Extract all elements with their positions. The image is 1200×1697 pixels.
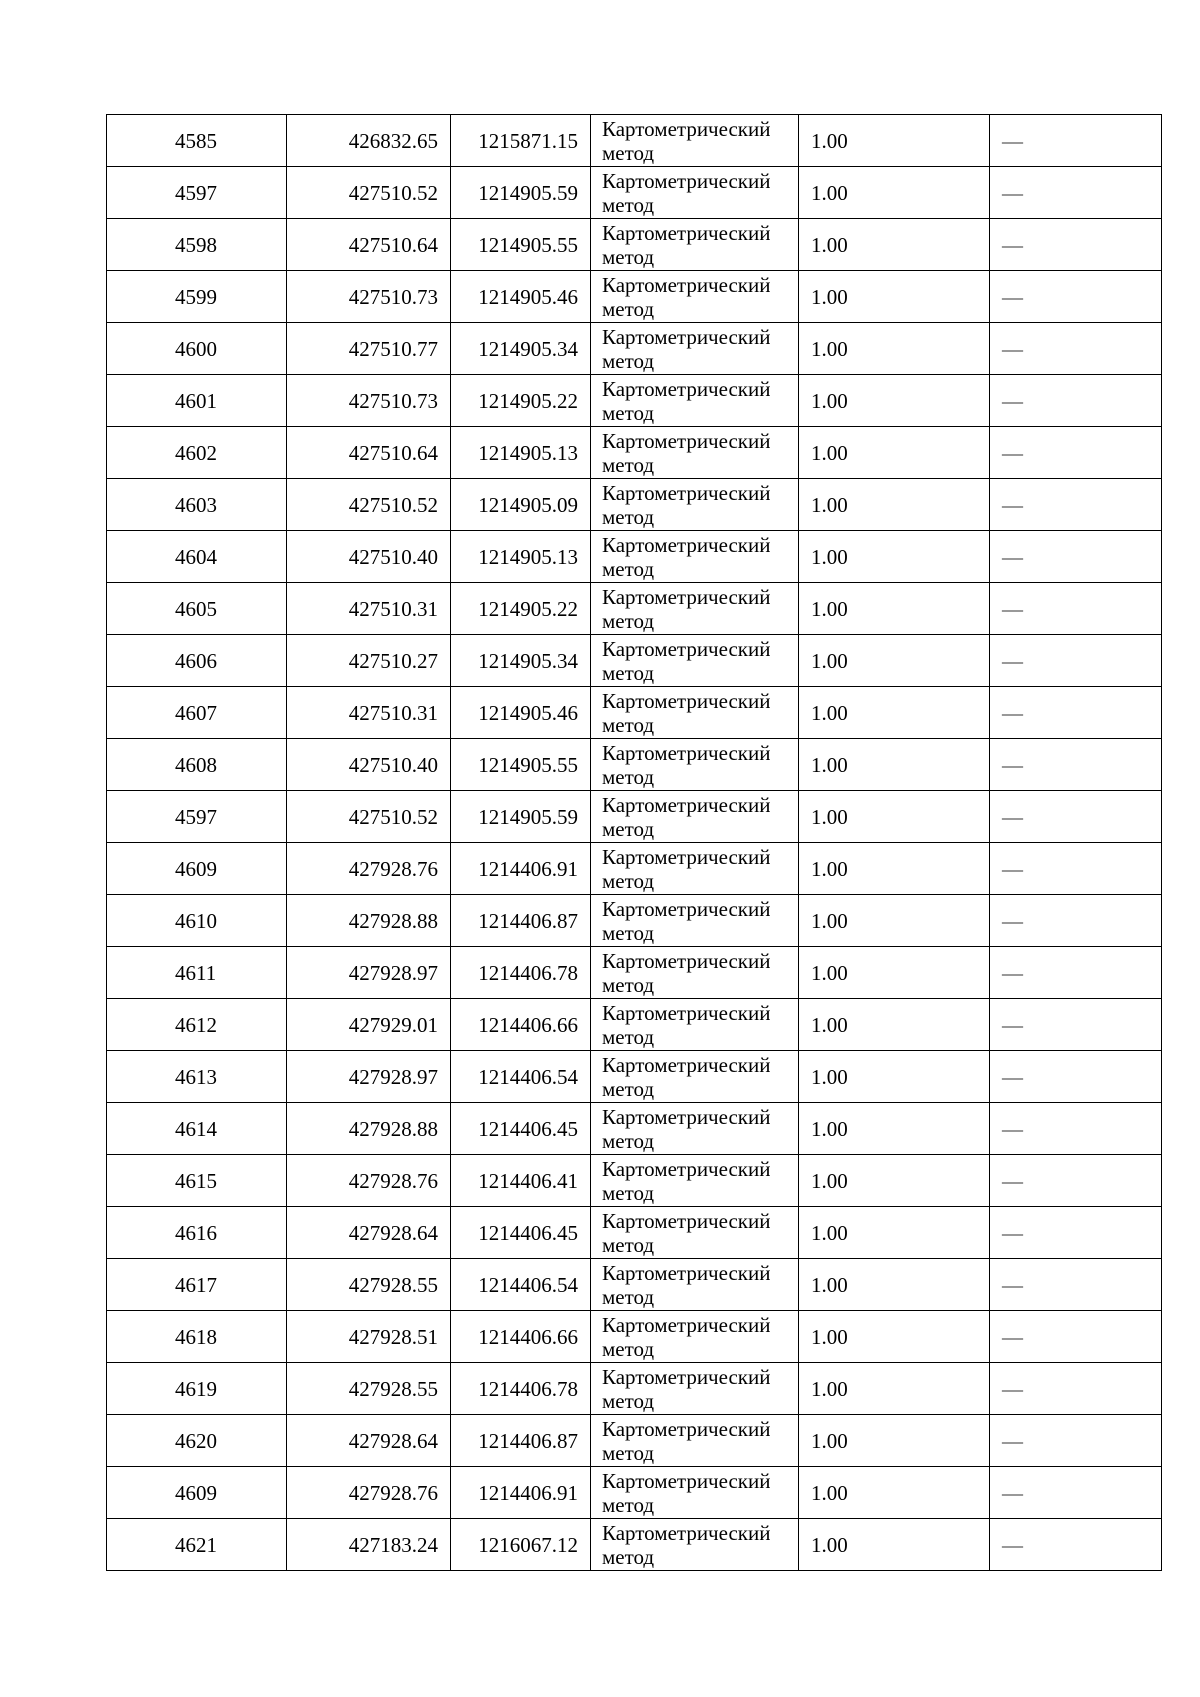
point-number: 4615 [107, 1155, 287, 1207]
table-row [107, 999, 1162, 1051]
point-number: 4599 [107, 271, 287, 323]
accuracy-value: 1.00 [799, 1415, 990, 1467]
method-line-2: метод [602, 556, 655, 581]
y-coordinate: 1214905.59 [451, 167, 591, 219]
point-number: 4621 [107, 1519, 287, 1571]
y-coordinate: 1214406.45 [451, 1207, 591, 1259]
y-coordinate: 1214905.34 [451, 323, 591, 375]
accuracy-value: 1.00 [799, 427, 990, 479]
method-line-2: метод [602, 1180, 655, 1205]
table-row [107, 167, 1162, 219]
method-cell [591, 1311, 799, 1363]
method-line-2: метод [602, 1024, 655, 1049]
point-number: 4613 [107, 1051, 287, 1103]
y-coordinate: 1214406.91 [451, 1467, 591, 1519]
table-row [107, 219, 1162, 271]
method-cell [591, 687, 799, 739]
accuracy-value: 1.00 [799, 167, 990, 219]
method-cell [591, 739, 799, 791]
method-line-2: метод [602, 1388, 655, 1413]
table-row [107, 1415, 1162, 1467]
description-value: — [990, 375, 1162, 427]
method-cell [591, 479, 799, 531]
method-line-1: Картометрический [602, 324, 771, 349]
point-number: 4619 [107, 1363, 287, 1415]
method-cell [591, 1259, 799, 1311]
table-row [107, 1155, 1162, 1207]
x-coordinate: 427928.64 [287, 1415, 451, 1467]
method-cell [591, 895, 799, 947]
y-coordinate: 1214905.22 [451, 583, 591, 635]
method-line-2: метод [602, 1232, 655, 1257]
method-line-2: метод [602, 660, 655, 685]
point-number: 4612 [107, 999, 287, 1051]
accuracy-value: 1.00 [799, 531, 990, 583]
accuracy-value: 1.00 [799, 1467, 990, 1519]
x-coordinate: 427510.73 [287, 375, 451, 427]
method-line-1: Картометрический [602, 532, 771, 557]
table-row [107, 271, 1162, 323]
method-line-1: Картометрический [602, 740, 771, 765]
point-number: 4607 [107, 687, 287, 739]
method-line-2: метод [602, 400, 655, 425]
method-line-2: метод [602, 504, 655, 529]
method-line-2: метод [602, 972, 655, 997]
y-coordinate: 1214905.55 [451, 219, 591, 271]
point-number: 4609 [107, 1467, 287, 1519]
x-coordinate: 426832.65 [287, 115, 451, 167]
method-cell [591, 843, 799, 895]
x-coordinate: 427510.40 [287, 739, 451, 791]
table-row [107, 1467, 1162, 1519]
x-coordinate: 427183.24 [287, 1519, 451, 1571]
method-cell [591, 583, 799, 635]
y-coordinate: 1214905.22 [451, 375, 591, 427]
coordinates-table [106, 114, 1162, 1571]
point-number: 4606 [107, 635, 287, 687]
method-cell [591, 1363, 799, 1415]
description-value: — [990, 323, 1162, 375]
accuracy-value: 1.00 [799, 947, 990, 999]
x-coordinate: 427510.73 [287, 271, 451, 323]
accuracy-value: 1.00 [799, 219, 990, 271]
table-row [107, 1259, 1162, 1311]
method-cell [591, 1207, 799, 1259]
x-coordinate: 427510.27 [287, 635, 451, 687]
method-line-2: метод [602, 192, 655, 217]
point-number: 4598 [107, 219, 287, 271]
method-line-2: метод [602, 608, 655, 633]
description-value: — [990, 947, 1162, 999]
method-line-2: метод [602, 452, 655, 477]
point-number: 4603 [107, 479, 287, 531]
description-value: — [990, 791, 1162, 843]
y-coordinate: 1214406.66 [451, 999, 591, 1051]
accuracy-value: 1.00 [799, 583, 990, 635]
description-value: — [990, 1467, 1162, 1519]
x-coordinate: 427510.31 [287, 687, 451, 739]
table-row [107, 583, 1162, 635]
y-coordinate: 1216067.12 [451, 1519, 591, 1571]
description-value: — [990, 115, 1162, 167]
description-value: — [990, 1259, 1162, 1311]
method-line-1: Картометрический [602, 896, 771, 921]
method-cell [591, 323, 799, 375]
method-line-1: Картометрический [602, 844, 771, 869]
table-row [107, 1051, 1162, 1103]
y-coordinate: 1214406.54 [451, 1259, 591, 1311]
method-line-2: метод [602, 1128, 655, 1153]
description-value: — [990, 895, 1162, 947]
x-coordinate: 427510.52 [287, 167, 451, 219]
table-row [107, 1363, 1162, 1415]
method-cell [591, 1103, 799, 1155]
method-line-1: Картометрический [602, 220, 771, 245]
x-coordinate: 427928.97 [287, 947, 451, 999]
accuracy-value: 1.00 [799, 999, 990, 1051]
point-number: 4611 [107, 947, 287, 999]
point-number: 4617 [107, 1259, 287, 1311]
accuracy-value: 1.00 [799, 1207, 990, 1259]
x-coordinate: 427510.77 [287, 323, 451, 375]
point-number: 4605 [107, 583, 287, 635]
y-coordinate: 1214406.41 [451, 1155, 591, 1207]
description-value: — [990, 167, 1162, 219]
description-value: — [990, 1155, 1162, 1207]
point-number: 4604 [107, 531, 287, 583]
method-line-2: метод [602, 1076, 655, 1101]
method-line-1: Картометрический [602, 1416, 771, 1441]
point-number: 4618 [107, 1311, 287, 1363]
table-row [107, 791, 1162, 843]
y-coordinate: 1214905.13 [451, 427, 591, 479]
method-line-2: метод [602, 920, 655, 945]
x-coordinate: 427510.52 [287, 791, 451, 843]
method-line-1: Картометрический [602, 168, 771, 193]
y-coordinate: 1214905.34 [451, 635, 591, 687]
accuracy-value: 1.00 [799, 1311, 990, 1363]
method-cell [591, 947, 799, 999]
table-row [107, 479, 1162, 531]
point-number: 4608 [107, 739, 287, 791]
method-line-1: Картометрический [602, 272, 771, 297]
point-number: 4585 [107, 115, 287, 167]
table-row [107, 947, 1162, 999]
method-cell [591, 427, 799, 479]
method-line-2: метод [602, 1336, 655, 1361]
point-number: 4601 [107, 375, 287, 427]
accuracy-value: 1.00 [799, 271, 990, 323]
method-line-1: Картометрический [602, 688, 771, 713]
point-number: 4610 [107, 895, 287, 947]
point-number: 4616 [107, 1207, 287, 1259]
description-value: — [990, 1103, 1162, 1155]
table-row [107, 323, 1162, 375]
method-line-2: метод [602, 712, 655, 737]
table-row [107, 635, 1162, 687]
y-coordinate: 1214406.78 [451, 1363, 591, 1415]
method-line-1: Картометрический [602, 792, 771, 817]
x-coordinate: 427928.88 [287, 1103, 451, 1155]
x-coordinate: 427928.55 [287, 1363, 451, 1415]
accuracy-value: 1.00 [799, 1155, 990, 1207]
accuracy-value: 1.00 [799, 687, 990, 739]
x-coordinate: 427928.76 [287, 1155, 451, 1207]
method-line-2: метод [602, 816, 655, 841]
method-cell [591, 999, 799, 1051]
accuracy-value: 1.00 [799, 791, 990, 843]
method-line-2: метод [602, 1440, 655, 1465]
method-cell [591, 219, 799, 271]
point-number: 4620 [107, 1415, 287, 1467]
method-line-1: Картометрический [602, 1260, 771, 1285]
accuracy-value: 1.00 [799, 479, 990, 531]
method-line-2: метод [602, 1492, 655, 1517]
table-row [107, 1103, 1162, 1155]
method-line-2: метод [602, 296, 655, 321]
point-number: 4602 [107, 427, 287, 479]
method-line-1: Картометрический [602, 1312, 771, 1337]
method-line-1: Картометрический [602, 1156, 771, 1181]
point-number: 4600 [107, 323, 287, 375]
description-value: — [990, 1519, 1162, 1571]
method-line-2: метод [602, 1284, 655, 1309]
table-row [107, 1519, 1162, 1571]
method-line-1: Картометрический [602, 376, 771, 401]
point-number: 4597 [107, 167, 287, 219]
method-line-1: Картометрический [602, 1364, 771, 1389]
description-value: — [990, 687, 1162, 739]
table-row [107, 531, 1162, 583]
method-line-1: Картометрический [602, 1468, 771, 1493]
point-number: 4614 [107, 1103, 287, 1155]
accuracy-value: 1.00 [799, 323, 990, 375]
method-cell [591, 1051, 799, 1103]
method-line-2: метод [602, 140, 655, 165]
accuracy-value: 1.00 [799, 843, 990, 895]
description-value: — [990, 1207, 1162, 1259]
description-value: — [990, 843, 1162, 895]
x-coordinate: 427928.64 [287, 1207, 451, 1259]
y-coordinate: 1214905.59 [451, 791, 591, 843]
description-value: — [990, 1363, 1162, 1415]
method-line-2: метод [602, 868, 655, 893]
point-number: 4609 [107, 843, 287, 895]
method-cell [591, 1155, 799, 1207]
method-cell [591, 1415, 799, 1467]
method-cell [591, 1467, 799, 1519]
method-line-1: Картометрический [602, 636, 771, 661]
table-row [107, 843, 1162, 895]
table-row [107, 1207, 1162, 1259]
description-value: — [990, 583, 1162, 635]
method-cell [591, 167, 799, 219]
description-value: — [990, 635, 1162, 687]
description-value: — [990, 219, 1162, 271]
y-coordinate: 1214406.87 [451, 895, 591, 947]
table-row [107, 427, 1162, 479]
accuracy-value: 1.00 [799, 115, 990, 167]
method-line-2: метод [602, 764, 655, 789]
y-coordinate: 1215871.15 [451, 115, 591, 167]
description-value: — [990, 479, 1162, 531]
method-line-1: Картометрический [602, 1520, 771, 1545]
x-coordinate: 427929.01 [287, 999, 451, 1051]
accuracy-value: 1.00 [799, 1051, 990, 1103]
y-coordinate: 1214406.66 [451, 1311, 591, 1363]
x-coordinate: 427928.76 [287, 1467, 451, 1519]
description-value: — [990, 1415, 1162, 1467]
y-coordinate: 1214905.13 [451, 531, 591, 583]
table-body [107, 115, 1162, 1571]
table-row [107, 739, 1162, 791]
table-row [107, 687, 1162, 739]
method-cell [591, 115, 799, 167]
point-number: 4597 [107, 791, 287, 843]
y-coordinate: 1214406.45 [451, 1103, 591, 1155]
x-coordinate: 427510.64 [287, 219, 451, 271]
accuracy-value: 1.00 [799, 375, 990, 427]
table-row [107, 1311, 1162, 1363]
accuracy-value: 1.00 [799, 1259, 990, 1311]
method-line-1: Картометрический [602, 428, 771, 453]
method-line-1: Картометрический [602, 480, 771, 505]
x-coordinate: 427510.31 [287, 583, 451, 635]
method-line-2: метод [602, 348, 655, 373]
accuracy-value: 1.00 [799, 1519, 990, 1571]
method-line-1: Картометрический [602, 1208, 771, 1233]
method-cell [591, 271, 799, 323]
method-line-1: Картометрический [602, 1104, 771, 1129]
method-cell [591, 531, 799, 583]
description-value: — [990, 739, 1162, 791]
accuracy-value: 1.00 [799, 1103, 990, 1155]
method-line-1: Картометрический [602, 584, 771, 609]
method-line-1: Картометрический [602, 948, 771, 973]
method-line-1: Картометрический [602, 1052, 771, 1077]
accuracy-value: 1.00 [799, 739, 990, 791]
y-coordinate: 1214406.91 [451, 843, 591, 895]
x-coordinate: 427928.88 [287, 895, 451, 947]
description-value: — [990, 1311, 1162, 1363]
accuracy-value: 1.00 [799, 895, 990, 947]
table-row [107, 375, 1162, 427]
table-row [107, 895, 1162, 947]
description-value: — [990, 271, 1162, 323]
description-value: — [990, 1051, 1162, 1103]
y-coordinate: 1214905.46 [451, 687, 591, 739]
method-line-2: метод [602, 244, 655, 269]
accuracy-value: 1.00 [799, 635, 990, 687]
description-value: — [990, 427, 1162, 479]
x-coordinate: 427510.64 [287, 427, 451, 479]
description-value: — [990, 999, 1162, 1051]
description-value: — [990, 531, 1162, 583]
x-coordinate: 427510.52 [287, 479, 451, 531]
accuracy-value: 1.00 [799, 1363, 990, 1415]
method-cell [591, 791, 799, 843]
x-coordinate: 427928.51 [287, 1311, 451, 1363]
x-coordinate: 427928.55 [287, 1259, 451, 1311]
method-line-1: Картометрический [602, 1000, 771, 1025]
y-coordinate: 1214905.55 [451, 739, 591, 791]
method-cell [591, 635, 799, 687]
method-line-2: метод [602, 1544, 655, 1569]
x-coordinate: 427928.76 [287, 843, 451, 895]
method-cell [591, 375, 799, 427]
y-coordinate: 1214905.46 [451, 271, 591, 323]
table-row [107, 115, 1162, 167]
y-coordinate: 1214406.54 [451, 1051, 591, 1103]
method-cell [591, 1519, 799, 1571]
x-coordinate: 427928.97 [287, 1051, 451, 1103]
method-line-1: Картометрический [602, 116, 771, 141]
x-coordinate: 427510.40 [287, 531, 451, 583]
y-coordinate: 1214406.87 [451, 1415, 591, 1467]
y-coordinate: 1214406.78 [451, 947, 591, 999]
y-coordinate: 1214905.09 [451, 479, 591, 531]
